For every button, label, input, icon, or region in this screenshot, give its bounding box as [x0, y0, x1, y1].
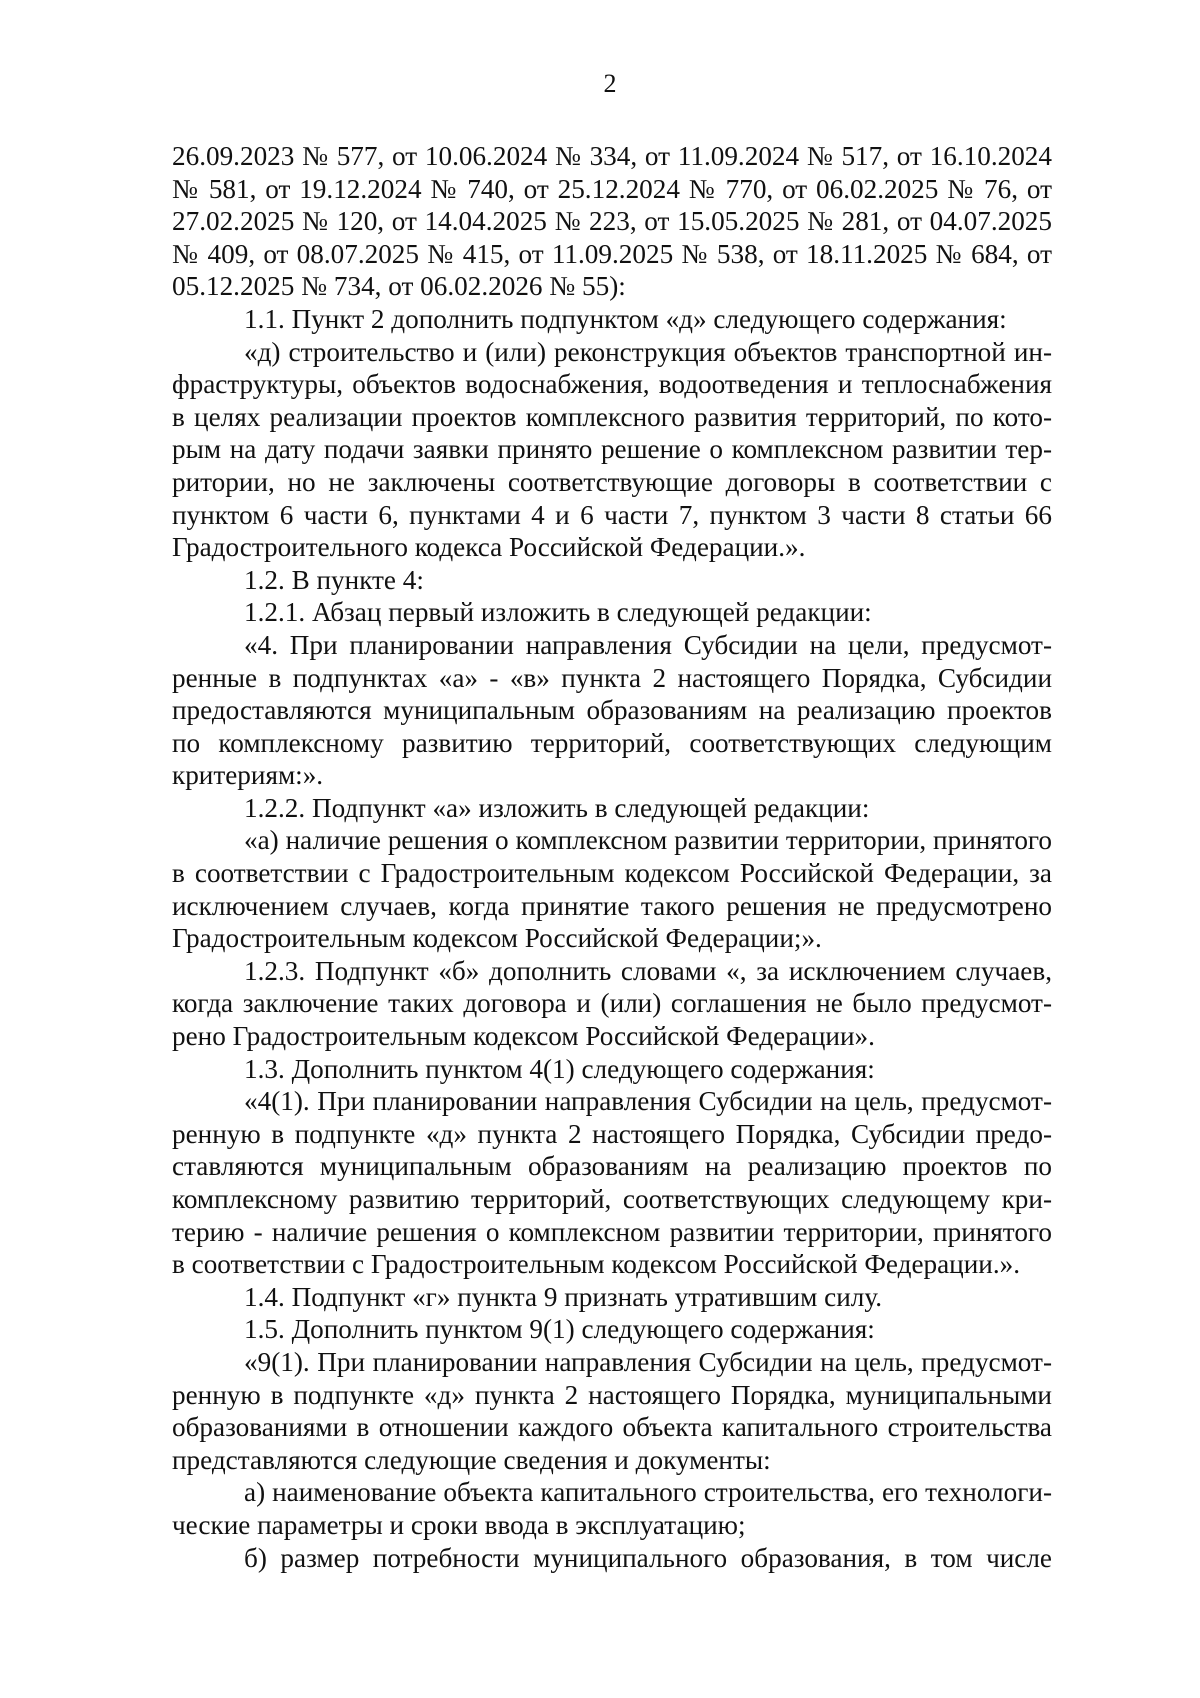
paragraph-subpoint-a: «а) наличие решения о комплексном развитии территории, принятого в соответствии с Градостроительным кодексом Российской Федерации, за исключением случаев, когда принятие такого решения не предусмотрено Градостроительным кодексом Российской Федерации;».	[172, 825, 1052, 954]
paragraph-1-2: 1.2. В пункте 4:	[244, 564, 424, 595]
paragraph-point-4: «4. При планировании направления Субсидии на цели, предусмотренные в подпунктах «а» - «в» пункта 2 настоящего Порядка, Субсидии предоставляются муниципальным образованиям на реализацию проектов по комплексному развитию территорий, соответствующих следующим критериям:».	[172, 629, 1052, 791]
paragraph-amendments-list: 26.09.2023 № 577, от 10.06.2024 № 334, от 11.09.2024 № 517, от 16.10.2024 № 581, от 19.12.2024 № 740, от 25.12.2024 № 770, от 06.02.2025 № 76, от 27.02.2025 № 120, от 14.04.2025 № 223, от 15.05.2025 № 281, от 04.07.2025 № 409, от 08.07.2025 № 415, от 11.09.2025 № 538, от 18.11.2025 № 684, от 05.12.2025 № 734, от 06.02.2026 № 55):	[172, 141, 1052, 302]
paragraph-1-3: 1.3. Дополнить пунктом 4(1) следующего содержания:	[244, 1053, 875, 1084]
paragraph-1-5: 1.5. Дополнить пунктом 9(1) следующего содержания:	[244, 1314, 875, 1345]
paragraph-1-2-2: 1.2.2. Подпункт «а» изложить в следующей редакции:	[244, 792, 870, 823]
document-body	[172, 140, 1052, 1574]
paragraph-1-1: 1.1. Пункт 2 дополнить подпунктом «д» следующего содержания:	[244, 303, 1007, 334]
paragraph-1-2-1: 1.2.1. Абзац первый изложить в следующей редакции:	[244, 597, 872, 628]
page-number: 2	[603, 69, 617, 98]
paragraph-subpoint-d: «д) строительство и (или) реконструкция объектов транспортной инфраструктуры, объектов водоснабжения, водоотведения и теплоснабжения в целях реализации проектов комплексного развития территорий, по которым на дату подачи заявки принято решение о комплексном развитии территории, но не заключены соответствующие договоры в соответствии с пунктом 6 части 6, пунктами 4 и 6 части 7, пунктом 3 части 8 статьи 66 Градостроительного кодекса Российской Федерации.».	[172, 336, 1052, 563]
paragraph-1-2-3: 1.2.3. Подпункт «б» дополнить словами «, за исключением случаев, когда заключение таких договора и (или) соглашения не было предусмотрено Градостроительным кодексом Российской Федерации».	[172, 955, 1052, 1052]
paragraph-item-a: а) наименование объекта капитального строительства, его технологические параметры и сроки ввода в эксплуатацию;	[172, 1477, 1052, 1540]
paragraph-1-4: 1.4. Подпункт «г» пункта 9 признать утратившим силу.	[244, 1281, 883, 1312]
paragraph-point-4-1: «4(1). При планировании направления Субсидии на цель, предусмотренную в подпункте «д» пункта 2 настоящего Порядка, Субсидии предоставляются муниципальным образованиям на реализацию проектов по комплексному развитию территорий, соответствующих следующему критерию - наличие решения о комплексном развитии территории, принятого в соответствии с Градостроительным кодексом Российской Федерации.».	[172, 1086, 1052, 1280]
paragraph-item-b: б) размер потребности муниципального образования, в том числе	[244, 1542, 1052, 1573]
paragraph-point-9-1: «9(1). При планировании направления Субсидии на цель, предусмотренную в подпункте «д» пункта 2 настоящего Порядка, муниципальными образованиями в отношении каждого объекта капитального строительства представляются следующие сведения и документы:	[172, 1346, 1052, 1475]
